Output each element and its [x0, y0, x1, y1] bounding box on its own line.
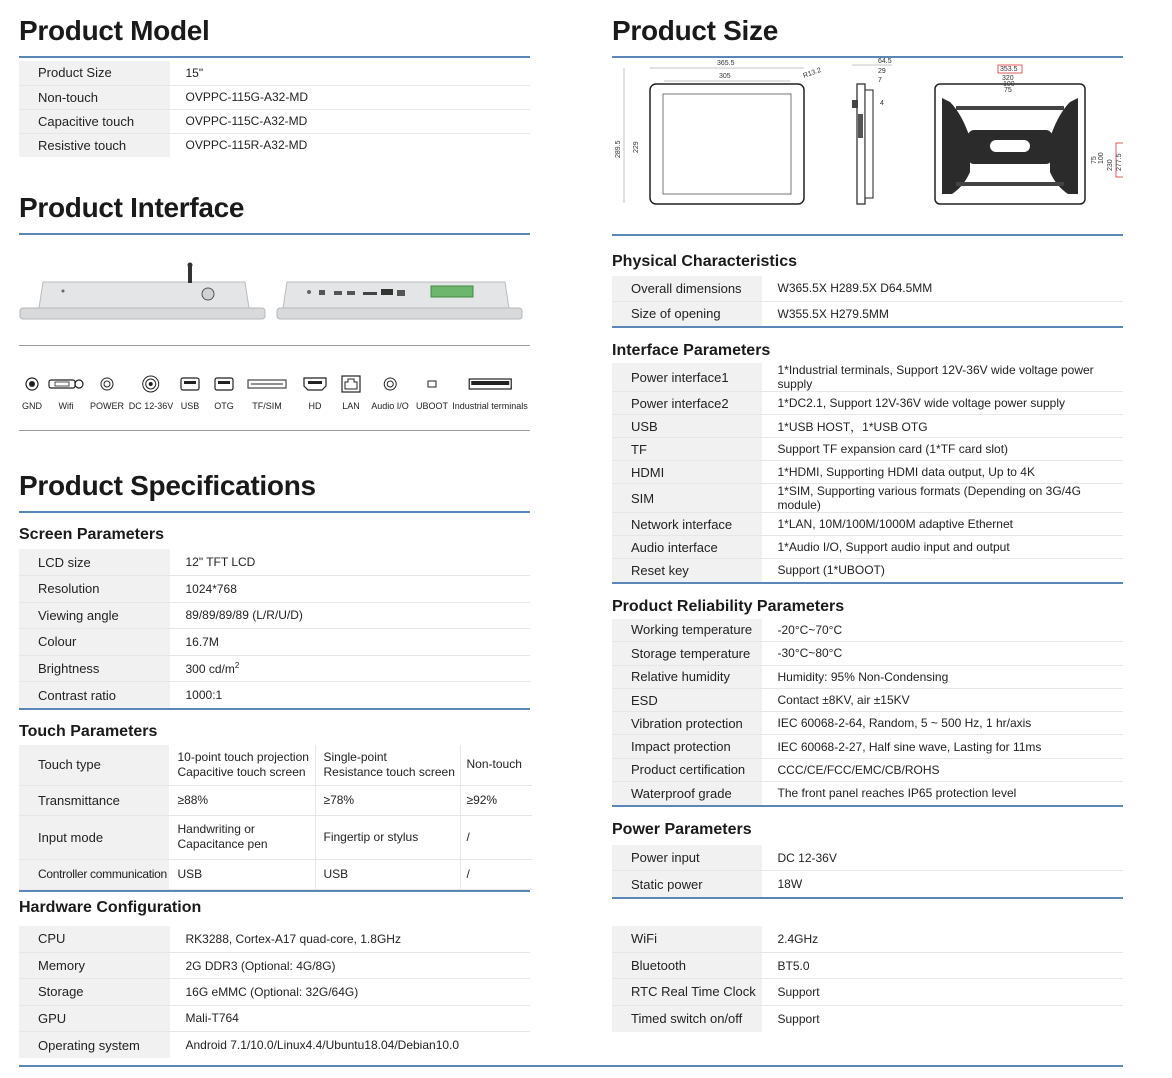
screen-parameters-table — [19, 549, 530, 708]
touch-value — [169, 815, 315, 859]
spec-value-text: Humidity: 95% Non-Condensing — [777, 669, 949, 684]
touch-value — [169, 859, 315, 889]
spec-value-text: 89/89/89/89 (L/R/U/D) — [185, 608, 303, 623]
left-column — [19, 14, 530, 892]
spec-value-text: Android 7.1/10.0/Linux4.4/Ubuntu18.04/Debian10.0 — [185, 1038, 460, 1052]
spec-key: Viewing angle — [19, 602, 170, 629]
spec-value-text: IEC 60068-2-64, Random, 5 ~ 500 Hz, 1 hr/axis — [777, 716, 1032, 731]
spec-value — [170, 655, 530, 682]
spec-value-text: CCC/CE/FCC/EMC/CB/ROHS — [777, 762, 940, 777]
spec-row — [612, 871, 1123, 897]
spec-row — [612, 688, 1123, 711]
interface-item — [129, 373, 174, 411]
touch-value-line: 10-point touch projection — [177, 749, 309, 764]
spec-value — [170, 85, 530, 109]
spec-row — [612, 952, 1123, 978]
spec-row — [19, 602, 530, 629]
spec-value-text: 2.4GHz — [777, 931, 819, 946]
spec-value — [762, 559, 1123, 582]
spec-key: Timed switch on/off — [612, 1005, 762, 1031]
usb-port-icon — [180, 373, 200, 395]
divider — [19, 511, 530, 513]
physical-characteristics-table — [612, 276, 1123, 326]
tf-sim-slot-icon — [247, 373, 287, 395]
divider — [612, 326, 1123, 328]
spec-key: Colour — [19, 629, 170, 656]
spec-value-text: Support — [777, 1011, 820, 1026]
spec-row — [612, 513, 1123, 536]
dimension-drawing-svg — [612, 58, 1123, 234]
hardware-section — [19, 898, 1123, 1066]
spec-key: Bluetooth — [612, 952, 762, 978]
product-model-table — [19, 61, 530, 157]
divider — [19, 1065, 1123, 1067]
physical-characteristics-title: Physical Characteristics — [612, 253, 797, 270]
interface-item-label: LAN — [342, 401, 360, 411]
interface-item — [303, 373, 327, 411]
spec-value — [762, 363, 1123, 392]
dim-side-d2: 29 — [878, 68, 886, 75]
dim-back-height2: 230 — [1107, 159, 1114, 171]
touch-row — [19, 859, 532, 889]
otg-port-icon — [214, 373, 234, 395]
spec-value — [762, 461, 1123, 484]
spec-value — [762, 619, 1123, 642]
spec-value-text: W365.5X H289.5X D64.5MM — [777, 281, 933, 296]
spec-value — [170, 682, 530, 709]
dim-side-d4: 4 — [880, 100, 884, 107]
touch-value — [315, 745, 460, 785]
spec-value-text: Support — [777, 984, 820, 999]
reliability-parameters-title: Product Reliability Parameters — [612, 597, 845, 615]
touch-key: Controller communication — [19, 859, 169, 889]
touch-row — [19, 785, 532, 815]
interface-item-label: GND — [22, 401, 42, 411]
dim-back-height: 277.5 — [1116, 153, 1123, 171]
spec-value-text: BT5.0 — [777, 958, 810, 973]
spec-value-text: 16.7M — [185, 634, 219, 649]
spec-row — [19, 1005, 530, 1031]
dim-side-d3: 7 — [878, 77, 882, 84]
spec-value-text: 15" — [185, 65, 204, 80]
spec-row — [612, 461, 1123, 484]
spec-row — [612, 665, 1123, 688]
spec-value — [762, 392, 1123, 415]
spec-row — [612, 642, 1123, 665]
gnd-icon — [25, 373, 39, 395]
reliability-parameters-table — [612, 619, 1123, 805]
spec-row — [19, 549, 530, 576]
spec-value — [170, 952, 530, 978]
spec-row — [19, 655, 530, 682]
spec-key: Operating system — [19, 1032, 170, 1058]
spec-key: GPU — [19, 1005, 170, 1031]
spec-row — [612, 926, 1123, 952]
divider — [19, 56, 530, 58]
spec-key: Reset key — [612, 559, 762, 582]
spec-value — [762, 642, 1123, 665]
interface-item — [341, 373, 361, 411]
interface-item — [416, 373, 448, 411]
spec-row — [612, 559, 1123, 582]
right-column — [612, 14, 1123, 899]
spec-key: LCD size — [19, 549, 170, 576]
spec-key: Overall dimensions — [612, 276, 762, 301]
lan-port-icon — [341, 373, 361, 395]
dim-back-height4: 75 — [1091, 156, 1098, 164]
spec-value — [762, 952, 1123, 978]
spec-value-text: 1000:1 — [185, 688, 223, 702]
spec-value-text: 16G eMMC (Optional: 32G/64G) — [185, 984, 359, 999]
spec-key: Resistive touch — [19, 133, 170, 157]
spec-value-text: DC 12-36V — [777, 850, 837, 865]
spec-value-text: Support (1*UBOOT) — [777, 563, 885, 578]
screen-parameters-title: Screen Parameters — [19, 526, 164, 543]
spec-row — [612, 415, 1123, 438]
spec-value — [170, 629, 530, 656]
spec-row — [612, 735, 1123, 758]
spec-value — [762, 301, 1123, 326]
spec-value-text: IEC 60068-2-27, Half sine wave, Lasting for 11ms — [777, 739, 1042, 754]
touch-value — [460, 745, 532, 785]
spec-row — [19, 61, 530, 85]
spec-value — [762, 484, 1123, 513]
touch-value — [315, 859, 460, 889]
spec-value-text: Mali-T764 — [185, 1011, 239, 1026]
interface-item-label: Wifi — [58, 401, 74, 411]
spec-value-text: RK3288, Cortex-A17 quad-core, 1.8GHz — [185, 931, 401, 946]
spec-value — [762, 536, 1123, 559]
divider — [612, 234, 1123, 236]
interface-item — [452, 373, 528, 411]
spec-key: Power interface2 — [612, 392, 762, 415]
spec-key: Waterproof grade — [612, 782, 762, 805]
interface-item-label: TF/SIM — [252, 401, 282, 411]
audio-jack-icon — [383, 373, 397, 395]
spec-key: Capacitive touch — [19, 109, 170, 133]
spec-value — [170, 979, 530, 1005]
touch-value-line: ≥88% — [177, 792, 209, 807]
hardware-left-table — [19, 926, 530, 1058]
spec-row — [612, 712, 1123, 735]
spec-row — [612, 845, 1123, 871]
spec-value-text: Support TF expansion card (1*TF card slot) — [777, 442, 1009, 456]
dim-corner: R13.2 — [802, 66, 823, 80]
touch-value — [315, 785, 460, 815]
spec-value — [762, 415, 1123, 438]
dim-back-width4: 75 — [1004, 87, 1012, 94]
spec-key: HDMI — [612, 461, 762, 484]
spec-value-text: -20°C~70°C — [777, 622, 843, 637]
wifi-antenna-icon — [48, 373, 84, 395]
touch-value-line: Handwriting or — [177, 822, 255, 836]
spec-value-text: 1*LAN, 10M/100M/1000M adaptive Ethernet — [777, 517, 1013, 531]
spec-value-text: 1*Industrial terminals, Support 12V-36V wide voltage power supply — [777, 363, 1094, 391]
spec-row — [19, 682, 530, 709]
spec-value — [762, 665, 1123, 688]
spec-row — [612, 758, 1123, 781]
spec-row — [612, 782, 1123, 805]
spec-value — [170, 576, 530, 603]
touch-value-line: ≥78% — [323, 792, 355, 807]
spec-value-text: OVPPC-115G-A32-MD — [185, 90, 308, 104]
spec-row — [19, 133, 530, 157]
spec-key: Power interface1 — [612, 363, 762, 392]
spec-key: Working temperature — [612, 619, 762, 642]
spec-key: ESD — [612, 688, 762, 711]
product-specifications-title: Product Specifications — [19, 470, 316, 501]
touch-value-line: / — [466, 866, 470, 881]
touch-parameters-table — [19, 745, 532, 890]
spec-key: Size of opening — [612, 301, 762, 326]
product-interface-title: Product Interface — [19, 192, 245, 223]
spec-value — [762, 871, 1123, 897]
touch-value — [169, 745, 315, 785]
spec-key: Impact protection — [612, 735, 762, 758]
spec-value — [170, 133, 530, 157]
spec-value — [170, 1032, 530, 1058]
touch-value-line: / — [466, 829, 470, 844]
touch-value-line: ≥92% — [466, 792, 498, 807]
spec-value-text: The front panel reaches IP65 protection level — [777, 786, 1017, 801]
touch-key: Transmittance — [19, 785, 169, 815]
dim-back-height3: 100 — [1098, 152, 1105, 164]
spec-row — [19, 109, 530, 133]
spec-key: USB — [612, 415, 762, 438]
spec-key: Power input — [612, 845, 762, 871]
interface-item — [22, 373, 42, 411]
touch-value-line: Capacitive touch screen — [177, 764, 306, 779]
spec-row — [19, 1032, 530, 1058]
dim-front-width: 365.5 — [717, 60, 735, 67]
terminal-block-icon — [468, 373, 512, 395]
spec-key: Product Size — [19, 61, 170, 85]
divider — [19, 708, 530, 710]
touch-value-line: Resistance touch screen — [323, 764, 455, 779]
spec-key: RTC Real Time Clock — [612, 979, 762, 1005]
interface-item — [247, 373, 287, 411]
spec-row — [612, 301, 1123, 326]
touch-value — [460, 815, 532, 859]
interface-item — [371, 373, 409, 411]
spec-value-text: OVPPC-115C-A32-MD — [185, 114, 308, 128]
spec-key: Audio interface — [612, 536, 762, 559]
spec-row — [612, 979, 1123, 1005]
touch-value — [315, 815, 460, 859]
interface-item-label: UBOOT — [415, 401, 449, 411]
spec-key: Network interface — [612, 513, 762, 536]
spec-value — [170, 549, 530, 576]
touch-value-line: USB — [177, 866, 203, 881]
spec-row — [19, 629, 530, 656]
spec-row — [19, 952, 530, 978]
spec-value — [762, 845, 1123, 871]
spec-value — [762, 758, 1123, 781]
spec-value — [762, 712, 1123, 735]
spec-row — [612, 438, 1123, 461]
spec-value — [170, 926, 530, 952]
power-button-icon — [100, 373, 114, 395]
divider — [612, 582, 1123, 584]
touch-value-line: Single-point — [323, 749, 387, 764]
spec-key: Vibration protection — [612, 712, 762, 735]
device-side-view-photos — [19, 235, 530, 345]
touch-row — [19, 815, 532, 859]
spec-value-text: 12" TFT LCD — [185, 555, 256, 569]
interface-photos — [19, 235, 530, 345]
spec-row — [19, 576, 530, 603]
touch-key: Input mode — [19, 815, 169, 859]
touch-value-line: Non-touch — [466, 757, 522, 772]
dim-back-width: 353.5 — [1000, 66, 1018, 73]
dim-side-d1: 64.5 — [878, 58, 892, 65]
interface-icon-legend — [19, 346, 530, 430]
spec-row — [612, 363, 1123, 392]
spec-row — [612, 276, 1123, 301]
interface-item-label: POWER — [89, 401, 125, 411]
spec-row — [612, 1005, 1123, 1031]
spec-key: WiFi — [612, 926, 762, 952]
spec-value-text: -30°C~80°C — [777, 646, 843, 661]
uboot-button-icon — [427, 373, 437, 395]
spec-key: Resolution — [19, 576, 170, 603]
spec-key: Product certification — [612, 758, 762, 781]
dim-front-height: 289.5 — [615, 140, 622, 158]
spec-value — [762, 735, 1123, 758]
spec-key: TF — [612, 438, 762, 461]
spec-key: Brightness — [19, 655, 170, 682]
spec-value — [762, 926, 1123, 952]
hardware-right-table — [612, 926, 1123, 1032]
power-parameters-table — [612, 845, 1123, 897]
divider — [19, 430, 530, 431]
spec-key: Storage — [19, 979, 170, 1005]
spec-value-text: 300 cd/m — [185, 661, 235, 676]
product-model-title: Product Model — [19, 15, 210, 46]
power-parameters-title: Power Parameters — [612, 820, 752, 838]
spec-value-text: 1*DC2.1, Support 12V-36V wide voltage power supply — [777, 396, 1066, 410]
interface-item — [214, 373, 234, 411]
interface-item — [90, 373, 124, 411]
spec-value-text: 1*SIM, Supporting various formats (Depending on 3G/4G module) — [777, 484, 1081, 512]
interface-item-label: USB — [180, 401, 200, 411]
spec-value — [762, 1005, 1123, 1031]
spec-key: SIM — [612, 484, 762, 513]
spec-key: Contrast ratio — [19, 682, 170, 709]
spec-row — [612, 536, 1123, 559]
spec-row — [19, 85, 530, 109]
spec-value — [762, 276, 1123, 301]
spec-value — [170, 61, 530, 85]
hdmi-port-icon — [303, 373, 327, 395]
touch-row — [19, 745, 532, 785]
spec-value-text: 1*HDMI, Supporting HDMI data output, Up to 4K — [777, 465, 1035, 479]
product-size-title: Product Size — [612, 15, 778, 46]
interface-item — [180, 373, 200, 411]
spec-key: Static power — [612, 871, 762, 897]
dim-front-inner-height: 229 — [633, 141, 640, 153]
dim-back-width2: 320 — [1002, 75, 1014, 82]
spec-key: Non-touch — [19, 85, 170, 109]
spec-row — [612, 392, 1123, 415]
spec-value — [170, 109, 530, 133]
interface-item-label: Industrial terminals — [452, 401, 528, 411]
touch-value — [169, 785, 315, 815]
spec-row — [612, 484, 1123, 513]
spec-value — [170, 602, 530, 629]
spec-key: CPU — [19, 926, 170, 952]
dim-front-inner: 305 — [719, 73, 731, 80]
spec-row — [612, 619, 1123, 642]
spec-row — [19, 926, 530, 952]
interface-item-label: OTG — [214, 401, 234, 411]
touch-parameters-title: Touch Parameters — [19, 723, 158, 740]
touch-value-line: Capacitance pen — [177, 837, 268, 851]
spec-value — [762, 438, 1123, 461]
touch-value-line: Fingertip or stylus — [323, 829, 419, 844]
divider — [19, 890, 530, 892]
spec-value-text: 1*USB HOST，1*USB OTG — [777, 419, 928, 434]
divider — [612, 805, 1123, 807]
spec-value-text: 2G DDR3 (Optional: 4G/8G) — [185, 958, 336, 973]
spec-value-text: 18W — [777, 877, 803, 892]
spec-value — [762, 782, 1123, 805]
touch-value — [460, 859, 532, 889]
spec-key: Storage temperature — [612, 642, 762, 665]
spec-value — [170, 1005, 530, 1031]
spec-value — [762, 513, 1123, 536]
hardware-configuration-title: Hardware Configuration — [19, 899, 202, 916]
spec-value-superscript: 2 — [234, 660, 240, 670]
interface-item-label: DC 12-36V — [128, 401, 174, 411]
spec-value-text: W355.5X H279.5MM — [777, 306, 889, 321]
spec-value — [762, 688, 1123, 711]
interface-parameters-table — [612, 363, 1123, 582]
interface-parameters-title: Interface Parameters — [612, 342, 771, 359]
interface-item-label: HD — [308, 401, 322, 411]
touch-key: Touch type — [19, 745, 169, 785]
interface-item-label: Audio I/O — [371, 401, 409, 411]
spec-value-text: 1024*768 — [185, 581, 237, 596]
touch-value — [460, 785, 532, 815]
touch-value-line: USB — [323, 866, 349, 881]
spec-value-text: 1*Audio I/O, Support audio input and output — [777, 540, 1010, 554]
dimension-drawings — [612, 58, 1123, 234]
spec-value — [762, 979, 1123, 1005]
spec-key: Memory — [19, 952, 170, 978]
interface-item — [48, 373, 84, 411]
spec-row — [19, 979, 530, 1005]
spec-value-text: OVPPC-115R-A32-MD — [185, 138, 308, 153]
dim-back-width3: 100 — [1003, 81, 1015, 88]
spec-key: Relative humidity — [612, 665, 762, 688]
spec-value-text: Contact ±8KV, air ±15KV — [777, 693, 910, 708]
dc-jack-icon — [142, 373, 160, 395]
